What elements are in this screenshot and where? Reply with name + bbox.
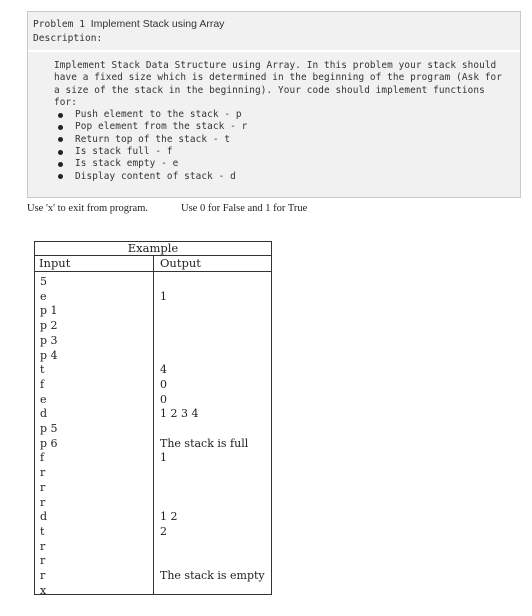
problem-header xyxy=(33,17,224,46)
function-label: Push element to the stack - p xyxy=(75,109,242,121)
input-cell: x xyxy=(40,583,47,597)
output-cell: The stack is full xyxy=(160,436,249,450)
input-cell: d xyxy=(40,510,48,524)
function-item xyxy=(54,171,516,183)
problem-title: Implement Stack using Array xyxy=(90,18,225,30)
output-cell: 1 xyxy=(160,289,167,303)
example-title: Example xyxy=(127,241,179,255)
bullet-icon xyxy=(58,150,63,155)
description-line: have a fixed size which is determined in the beginning of the program (Ask for xyxy=(54,72,503,84)
input-cell: e xyxy=(40,392,47,406)
function-label: Is stack full - f xyxy=(75,146,173,158)
function-item xyxy=(54,121,516,133)
input-cell: e xyxy=(40,289,47,303)
bullet-icon xyxy=(58,113,63,118)
bool-note: Use 0 for False and 1 for True xyxy=(181,203,308,214)
problem-title-line xyxy=(33,17,224,32)
exit-note: Use 'x' to exit from program. xyxy=(27,203,149,214)
function-item xyxy=(54,158,516,170)
input-cell: f xyxy=(40,377,45,391)
bullet-icon xyxy=(58,174,63,179)
header-divider xyxy=(35,271,271,272)
description-block xyxy=(54,60,516,183)
output-cell: The stack is empty xyxy=(160,569,265,582)
output-cell: 1 xyxy=(160,451,167,465)
input-cell: r xyxy=(40,569,46,582)
input-cell: r xyxy=(40,466,46,480)
output-cell: 0 xyxy=(160,377,167,391)
input-cell: r xyxy=(40,495,46,509)
description-label: Description: xyxy=(33,33,103,44)
example-table xyxy=(34,241,272,595)
input-cell: d xyxy=(40,407,48,421)
function-label: Return top of the stack - t xyxy=(75,133,231,145)
description-line: Implement Stack Data Structure using Array. In this problem your stack should xyxy=(54,60,497,71)
input-cell: p 2 xyxy=(40,319,58,333)
output-header: Output xyxy=(160,256,201,270)
input-cell: t xyxy=(40,524,45,538)
input-cell: r xyxy=(40,539,46,553)
output-cell: 0 xyxy=(160,392,167,406)
function-item xyxy=(54,109,516,121)
function-item xyxy=(54,146,516,158)
input-cell: p 1 xyxy=(40,304,58,318)
function-item xyxy=(54,134,516,146)
problem-label: Problem 1 xyxy=(33,19,85,30)
output-cell: 2 xyxy=(160,524,167,538)
input-cell: r xyxy=(40,480,46,494)
input-cell: t xyxy=(40,363,45,377)
column-divider xyxy=(153,255,154,594)
function-label: Pop element from the stack - r xyxy=(75,121,248,133)
input-cell: p 4 xyxy=(40,348,58,362)
function-label: Display content of stack - d xyxy=(75,170,236,182)
input-cell: r xyxy=(40,554,46,568)
input-cell: p 5 xyxy=(40,422,58,435)
output-cell: 1 2 xyxy=(160,510,178,524)
description-line: for: xyxy=(54,96,77,108)
input-cell: f xyxy=(40,451,45,465)
header-separator xyxy=(28,50,520,52)
input-header: Input xyxy=(39,256,71,270)
input-cell: 5 xyxy=(40,275,47,288)
bullet-icon xyxy=(58,125,63,130)
output-cell: 4 xyxy=(160,363,167,377)
input-cell: p 6 xyxy=(40,436,58,450)
bullet-icon xyxy=(58,137,63,142)
description-line: a size of the stack in the beginning). Your code should implement functions xyxy=(54,84,485,96)
output-cell: 1 2 3 4 xyxy=(160,407,199,421)
input-cell: p 3 xyxy=(40,333,58,347)
function-label: Is stack empty - e xyxy=(75,158,179,170)
function-list xyxy=(54,109,516,183)
bullet-icon xyxy=(58,162,63,167)
